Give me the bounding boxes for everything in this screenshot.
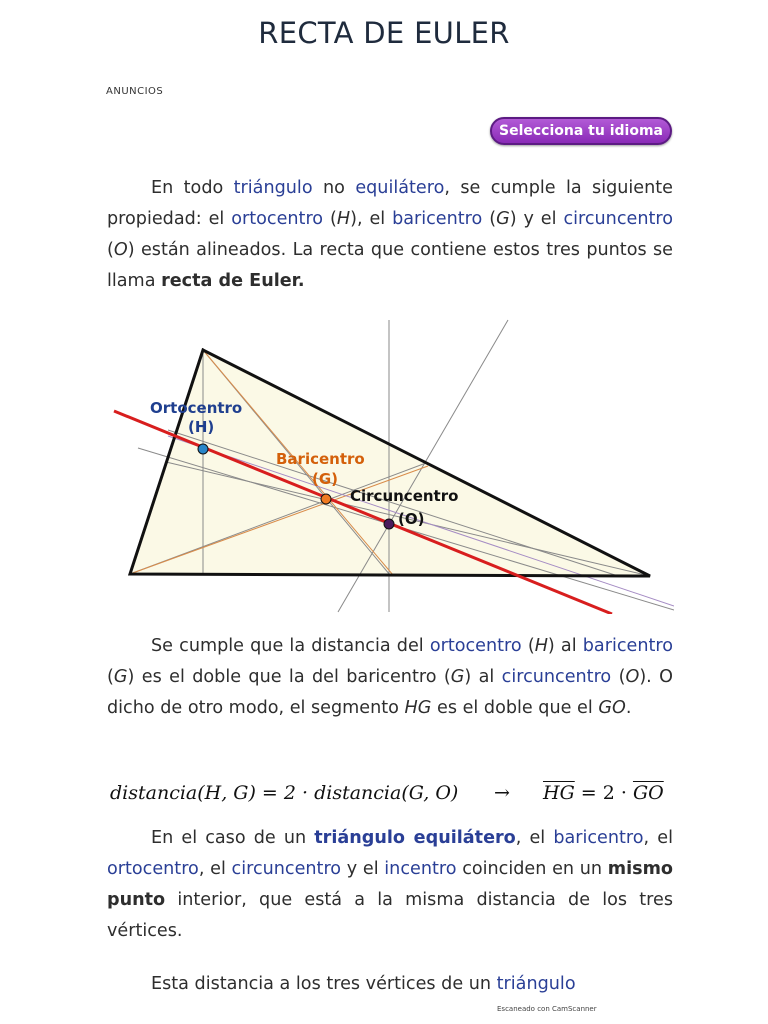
link-circuncentro-3[interactable]: circuncentro (231, 859, 342, 879)
link-ortocentro[interactable]: ortocentro (231, 209, 324, 229)
link-baricentro-3[interactable]: baricentro (553, 828, 644, 848)
distance-vertices-paragraph: Esta distancia a los tres vértices de un triángulo (151, 974, 576, 994)
link-triangulo-equilatero[interactable]: triángulo equilátero (314, 828, 516, 848)
link-triangulo-4[interactable]: triángulo (496, 974, 576, 994)
link-equilatero[interactable]: equilátero (355, 178, 445, 198)
euler-line-diagram (108, 318, 674, 614)
orthocenter-point (198, 444, 208, 454)
orthocenter-symbol: (H) (188, 418, 215, 436)
link-baricentro[interactable]: baricentro (392, 209, 483, 229)
link-ortocentro-2[interactable]: ortocentro (429, 636, 522, 656)
circumcenter-symbol: (O) (398, 510, 425, 528)
link-triangulo[interactable]: triángulo (233, 178, 313, 198)
barycenter-label: Baricentro (276, 450, 365, 468)
orthocenter-label: Ortocentro (150, 399, 243, 417)
circumcenter-point (384, 519, 394, 529)
link-incentro[interactable]: incentro (384, 859, 457, 879)
link-circuncentro[interactable]: circuncentro (563, 209, 673, 229)
bold-recta-de-euler: recta de Euler (161, 271, 298, 291)
link-ortocentro-3[interactable]: ortocentro (107, 859, 199, 879)
page-title: RECTA DE EULER (258, 16, 510, 50)
equilateral-paragraph: En el caso de un triángulo equilátero, el baricentro, el ortocentro, el circuncentro y el incentro coinciden en un mismo punto interior, que está a la misma distancia de los tres vértices. (107, 828, 674, 941)
barycenter-point (321, 494, 331, 504)
distance-formula (110, 780, 672, 812)
formula-left: distancia(H, G) = 2 · distancia(G, O) (110, 782, 459, 804)
intro-paragraph: En todo triángulo no equilátero, se cumple la siguiente propiedad: el ortocentro (H), el baricentro (G) y el circuncentro (O) están alineados. La recta que contiene estos tres puntos se llama recta de Euler. (107, 178, 673, 291)
circumcenter-label: Circuncentro (350, 487, 459, 505)
scanner-watermark: Escaneado con CamScanner (497, 1005, 597, 1013)
barycenter-symbol: (G) (312, 470, 339, 488)
triangle-fill (130, 350, 650, 576)
ads-label: ANUNCIOS (106, 86, 164, 97)
arrow-icon: → (494, 782, 510, 804)
distance-paragraph: Se cumple que la distancia del ortocentro (H) al baricentro (G) es el doble que la del baricentro (G) al circuncentro (O). O dicho de otro modo, el segmento HG es el doble que el GO. (107, 636, 673, 718)
language-select-button[interactable]: Selecciona tu idioma (490, 117, 672, 145)
formula-right: $\overline{HG} = 2 \cdot \overline{GO}$ (543, 782, 664, 804)
link-baricentro-2[interactable]: baricentro (582, 636, 673, 656)
link-circuncentro-2[interactable]: circuncentro (501, 667, 612, 687)
bold-mismo-punto: mismo punto (107, 859, 674, 910)
